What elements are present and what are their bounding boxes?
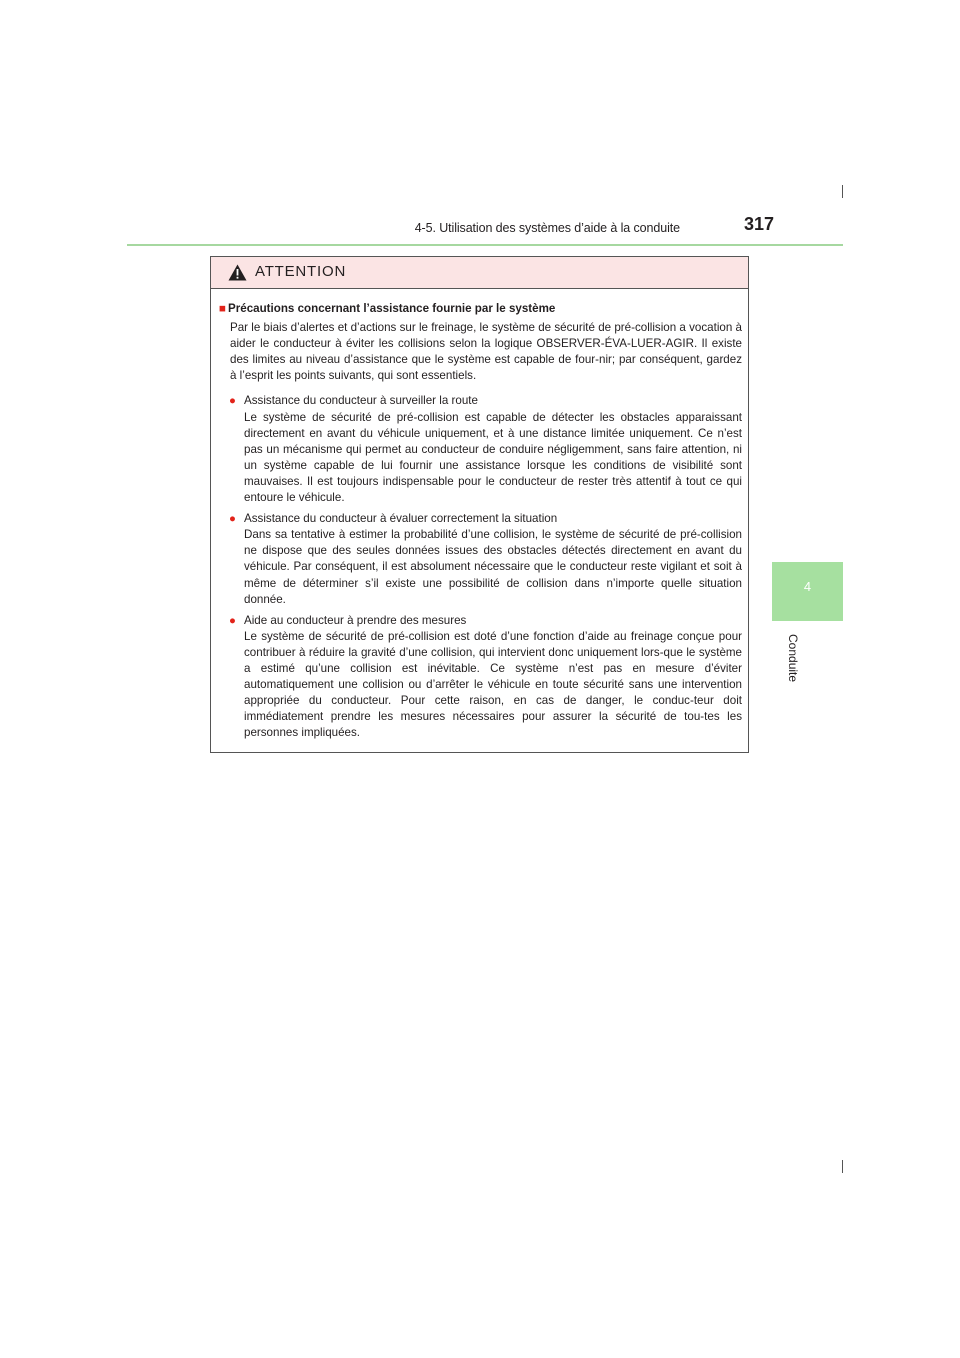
bullet-dot-icon: ● (229, 513, 236, 526)
page-number: 317 (744, 214, 775, 234)
header-rule (127, 244, 843, 246)
list-item-text: Dans sa tentative à estimer la probabilité d’une collision, le système de sécurité de pré-collision ne dispose que des seules données issues des obstacles détectés directement en avant du véhicule. Par conséquent, il est absolument nécessaire que le conducteur reste vigilant et soit à même de déterminer s’il existe une possibilité de collision dans n’importe quelle situation donnée. (244, 528, 742, 606)
list-item (219, 613, 742, 742)
chapter-label-wrap (786, 634, 800, 694)
chapter-label: Conduite (786, 634, 800, 683)
section-square-icon: ■ (219, 302, 227, 315)
crop-mark-bottom-right (842, 1160, 843, 1173)
section-header-title: 4-5. Utilisation des systèmes d’aide à la conduite (414, 221, 680, 235)
warning-box (210, 256, 749, 753)
bullet-dot-icon: ● (229, 395, 236, 408)
list-item-text: Le système de sécurité de pré-collision est doté d’une fonction d’aide au freinage conçue pour contribuer à réduire la gravité d’une collision, qui intervient donc uniquement lors-que le système a estimé qu’une collision est inévitable. Ce système n’est pas en mesure d’éviter automatiquement une collision ou d’arrêter le véhicule en toute sécurité sans une intervention appropriée du conducteur. Pour cette raison, en cas de danger, le conduc-teur doit immédiatement prendre les mesures nécessaires pour assurer la sécurité de tou-tes les personnes impliquées. (244, 629, 742, 740)
chapter-number: 4 (803, 579, 812, 594)
list-item (219, 511, 742, 608)
list-item-title: Aide au conducteur à prendre des mesures (244, 613, 467, 627)
section-title (219, 301, 742, 317)
bullet-dot-icon: ● (229, 614, 236, 627)
chapter-tab (772, 562, 843, 621)
list-item-text: Le système de sécurité de pré-collision est capable de détecter les obstacles apparaissant directement en avant du véhicule uniquement, et à une distance limitée uniquement. Ce n’est pas un mécanisme qui permet au conducteur de conduire négligemment, sans faire attention, ni un système capable de lui fournir une assistance lorsque les conditions de visibilité sont mauvaises. Il est toujours indispensable pour le conducteur de rester très attentif à tout ce qui entoure le véhicule. (244, 410, 742, 505)
warning-body (211, 289, 748, 741)
section-title-text: Précautions concernant l’assistance fournie par le système (228, 302, 556, 315)
crop-mark-top-right (842, 185, 843, 198)
warning-title: ATTENTION (255, 263, 347, 280)
warning-triangle-icon (228, 264, 247, 281)
list-item-title: Assistance du conducteur à évaluer correctement la situation (244, 512, 558, 526)
list-item-title: Assistance du conducteur à surveiller la route (244, 394, 478, 408)
section-intro: Par le biais d’alertes et d’actions sur le freinage, le système de sécurité de pré-collision a vocation à aider le conducteur à éviter les collisions selon la logique OBSERVER-ÉVA-LUER-AGIR. Il existe des limites au niveau d’assistance que le système est capable de four-nir; par conséquent, gardez à l’esprit les points suivants, qui sont essentiels. (230, 321, 742, 383)
warning-header (211, 257, 748, 289)
list-item (219, 393, 742, 506)
